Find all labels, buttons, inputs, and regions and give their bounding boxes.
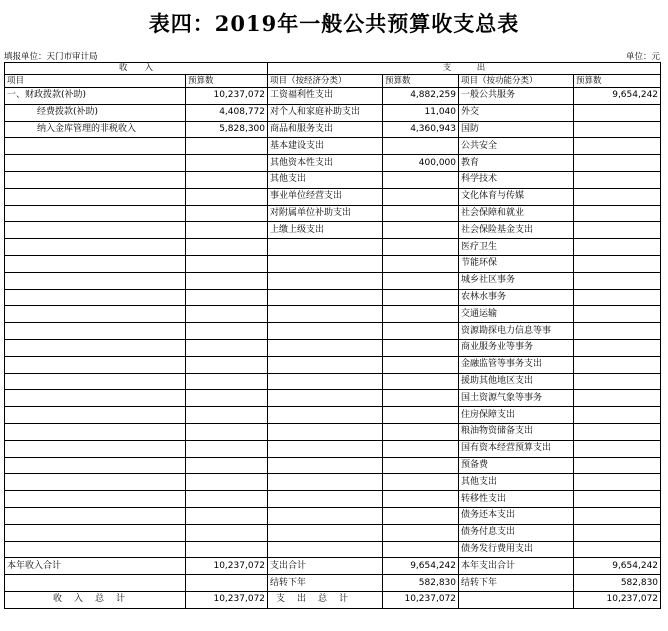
econ-budget-cell <box>383 306 459 323</box>
year-income-label: 本年收入合计 <box>5 558 186 575</box>
table-row <box>5 306 661 323</box>
func-item-cell: 金融监管等事务支出 <box>459 356 574 373</box>
econ-item-cell: 其他资本性支出 <box>268 155 383 172</box>
income-budget-cell <box>186 339 268 356</box>
econ-budget-cell <box>383 339 459 356</box>
income-grand-total-label: 收入总计 <box>5 591 186 608</box>
table-row <box>5 524 661 541</box>
income-item-cell <box>5 524 186 541</box>
econ-budget-cell <box>383 457 459 474</box>
econ-budget-cell <box>383 171 459 188</box>
econ-item-cell <box>268 407 383 424</box>
func-budget-cell <box>574 306 661 323</box>
income-item-cell <box>5 171 186 188</box>
table-row <box>5 88 661 105</box>
econ-budget-cell <box>383 440 459 457</box>
income-item-cell <box>5 507 186 524</box>
carry-over-label-func: 结转下年 <box>459 575 574 592</box>
expense-total-value: 9,654,242 <box>383 558 459 575</box>
income-item-cell <box>5 339 186 356</box>
func-budget-cell <box>574 390 661 407</box>
income-budget-cell <box>186 524 268 541</box>
income-item-cell <box>5 138 186 155</box>
income-item-cell <box>5 306 186 323</box>
table-row <box>5 507 661 524</box>
func-item-cell: 其他支出 <box>459 474 574 491</box>
income-budget-cell <box>186 440 268 457</box>
income-item-cell <box>5 222 186 239</box>
econ-item-cell <box>268 339 383 356</box>
econ-item-cell <box>268 255 383 272</box>
income-budget-cell <box>186 306 268 323</box>
income-budget-cell <box>186 407 268 424</box>
func-budget-cell <box>574 205 661 222</box>
func-item-cell: 国防 <box>459 121 574 138</box>
section-header-row <box>5 63 661 75</box>
func-item-cell: 国土资源气象等事务 <box>459 390 574 407</box>
income-item-cell <box>5 541 186 558</box>
func-budget-cell <box>574 423 661 440</box>
econ-item-cell <box>268 457 383 474</box>
econ-item-cell: 基本建设支出 <box>268 138 383 155</box>
func-budget-cell <box>574 407 661 424</box>
income-item-cell <box>5 323 186 340</box>
func-item-cell: 债务发行费用支出 <box>459 541 574 558</box>
econ-item-cell <box>268 356 383 373</box>
col-header-func-item: 项目（按功能分类） <box>459 75 574 88</box>
income-budget-cell <box>186 390 268 407</box>
income-item-cell <box>5 289 186 306</box>
func-budget-cell <box>574 507 661 524</box>
econ-item-cell: 其他支出 <box>268 171 383 188</box>
empty-cell <box>186 575 268 592</box>
income-budget-cell <box>186 423 268 440</box>
year-expense-label: 本年支出合计 <box>459 558 574 575</box>
col-header-econ-item: 项目（按经济分类） <box>268 75 383 88</box>
func-budget-cell <box>574 373 661 390</box>
func-item-cell: 资源勘探电力信息等事 <box>459 323 574 340</box>
econ-item-cell <box>268 373 383 390</box>
income-budget-cell <box>186 138 268 155</box>
econ-item-cell <box>268 507 383 524</box>
income-budget-cell: 10,237,072 <box>186 88 268 105</box>
func-item-cell: 教育 <box>459 155 574 172</box>
func-item-cell: 节能环保 <box>459 255 574 272</box>
func-item-cell: 债务还本支出 <box>459 507 574 524</box>
func-budget-cell <box>574 138 661 155</box>
econ-item-cell <box>268 390 383 407</box>
income-item-cell <box>5 491 186 508</box>
func-item-cell: 交通运输 <box>459 306 574 323</box>
column-header-row <box>5 75 661 88</box>
func-grand-total-value: 10,237,072 <box>574 591 661 608</box>
income-budget-cell <box>186 239 268 256</box>
carry-over-label: 结转下年 <box>268 575 383 592</box>
table-row <box>5 474 661 491</box>
econ-budget-cell <box>383 356 459 373</box>
func-budget-cell <box>574 440 661 457</box>
func-item-cell: 农林水事务 <box>459 289 574 306</box>
carry-over-value-func: 582,830 <box>574 575 661 592</box>
income-budget-cell <box>186 356 268 373</box>
func-item-cell: 外交 <box>459 104 574 121</box>
func-budget-cell <box>574 289 661 306</box>
table-row <box>5 289 661 306</box>
income-budget-cell <box>186 155 268 172</box>
year-expense-value: 9,654,242 <box>574 558 661 575</box>
table-row <box>5 222 661 239</box>
currency-unit: 单位：元 <box>625 52 660 62</box>
table-row <box>5 373 661 390</box>
func-budget-cell <box>574 222 661 239</box>
reporting-unit: 填报单位：天门市审计局 <box>4 52 98 62</box>
table-row <box>5 491 661 508</box>
econ-item-cell <box>268 541 383 558</box>
econ-item-cell: 事业单位经营支出 <box>268 188 383 205</box>
empty-cell <box>459 591 574 608</box>
func-item-cell: 债务付息支出 <box>459 524 574 541</box>
func-budget-cell <box>574 491 661 508</box>
econ-item-cell <box>268 289 383 306</box>
econ-budget-cell <box>383 474 459 491</box>
income-budget-cell <box>186 491 268 508</box>
income-item-cell <box>5 440 186 457</box>
econ-item-cell: 工资福利性支出 <box>268 88 383 105</box>
income-item-cell <box>5 272 186 289</box>
econ-item-cell <box>268 239 383 256</box>
income-item-cell: 一、财政拨款(补助) <box>5 88 186 105</box>
func-item-cell: 城乡社区事务 <box>459 272 574 289</box>
func-item-cell: 住房保障支出 <box>459 407 574 424</box>
income-item-cell <box>5 188 186 205</box>
table-row <box>5 121 661 138</box>
expense-total-label: 支出合计 <box>268 558 383 575</box>
table-row <box>5 272 661 289</box>
econ-item-cell: 商品和服务支出 <box>268 121 383 138</box>
col-header-func-budget: 预算数 <box>574 75 661 88</box>
grand-total-row <box>5 591 661 608</box>
econ-budget-cell <box>383 407 459 424</box>
income-budget-cell <box>186 222 268 239</box>
table-row <box>5 205 661 222</box>
income-item-cell <box>5 356 186 373</box>
econ-budget-cell <box>383 255 459 272</box>
econ-budget-cell <box>383 423 459 440</box>
econ-budget-cell <box>383 491 459 508</box>
col-header-budget: 预算数 <box>186 75 268 88</box>
func-budget-cell <box>574 474 661 491</box>
income-item-cell <box>5 423 186 440</box>
table-row <box>5 356 661 373</box>
econ-budget-cell <box>383 272 459 289</box>
income-item-cell <box>5 474 186 491</box>
econ-budget-cell: 400,000 <box>383 155 459 172</box>
econ-budget-cell <box>383 524 459 541</box>
func-item-cell: 社会保险基金支出 <box>459 222 574 239</box>
table-row <box>5 239 661 256</box>
income-budget-cell <box>186 272 268 289</box>
func-budget-cell <box>574 255 661 272</box>
econ-item-cell <box>268 524 383 541</box>
func-budget-cell <box>574 356 661 373</box>
func-budget-cell <box>574 524 661 541</box>
econ-budget-cell <box>383 390 459 407</box>
table-row <box>5 339 661 356</box>
func-item-cell: 科学技术 <box>459 171 574 188</box>
econ-budget-cell: 4,360,943 <box>383 121 459 138</box>
table-row <box>5 407 661 424</box>
table-row <box>5 440 661 457</box>
income-budget-cell <box>186 171 268 188</box>
func-item-cell: 商业服务业等事务 <box>459 339 574 356</box>
year-total-row <box>5 558 661 575</box>
func-item-cell: 转移性支出 <box>459 491 574 508</box>
table-row <box>5 188 661 205</box>
econ-item-cell <box>268 306 383 323</box>
income-budget-cell <box>186 205 268 222</box>
econ-budget-cell <box>383 222 459 239</box>
expense-section-header: 支 出 <box>268 63 661 75</box>
func-item-cell: 医疗卫生 <box>459 239 574 256</box>
income-item-cell: 经费拨款(补助) <box>5 104 186 121</box>
income-budget-cell <box>186 474 268 491</box>
func-budget-cell <box>574 239 661 256</box>
econ-budget-cell <box>383 323 459 340</box>
func-budget-cell <box>574 457 661 474</box>
income-budget-cell <box>186 289 268 306</box>
income-budget-cell <box>186 323 268 340</box>
econ-budget-cell <box>383 289 459 306</box>
func-item-cell: 国有资本经营预算支出 <box>459 440 574 457</box>
econ-budget-cell <box>383 138 459 155</box>
func-budget-cell <box>574 104 661 121</box>
table-row <box>5 390 661 407</box>
func-item-cell: 预备费 <box>459 457 574 474</box>
income-budget-cell <box>186 188 268 205</box>
econ-item-cell <box>268 423 383 440</box>
carry-over-value: 582,830 <box>383 575 459 592</box>
expense-grand-total-label: 支出总计 <box>268 591 383 608</box>
income-grand-total-value: 10,237,072 <box>186 591 268 608</box>
empty-cell <box>5 575 186 592</box>
econ-budget-cell <box>383 373 459 390</box>
func-budget-cell <box>574 188 661 205</box>
income-budget-cell <box>186 541 268 558</box>
econ-budget-cell <box>383 188 459 205</box>
income-budget-cell: 5,828,300 <box>186 121 268 138</box>
table-row <box>5 457 661 474</box>
func-item-cell: 粮油物资储备支出 <box>459 423 574 440</box>
table-row <box>5 155 661 172</box>
income-item-cell <box>5 239 186 256</box>
income-budget-cell <box>186 457 268 474</box>
econ-item-cell: 上缴上级支出 <box>268 222 383 239</box>
income-item-cell <box>5 255 186 272</box>
expense-grand-total-value: 10,237,072 <box>383 591 459 608</box>
income-budget-cell <box>186 255 268 272</box>
econ-item-cell: 对个人和家庭补助支出 <box>268 104 383 121</box>
func-budget-cell <box>574 323 661 340</box>
table-row <box>5 104 661 121</box>
func-item-cell: 援助其他地区支出 <box>459 373 574 390</box>
econ-budget-cell: 4,882,259 <box>383 88 459 105</box>
func-item-cell: 社会保障和就业 <box>459 205 574 222</box>
income-item-cell <box>5 390 186 407</box>
income-item-cell <box>5 457 186 474</box>
econ-budget-cell <box>383 205 459 222</box>
econ-item-cell <box>268 272 383 289</box>
carry-over-row <box>5 575 661 592</box>
econ-budget-cell <box>383 507 459 524</box>
income-budget-cell <box>186 507 268 524</box>
func-budget-cell <box>574 272 661 289</box>
econ-budget-cell: 11,040 <box>383 104 459 121</box>
income-item-cell <box>5 205 186 222</box>
income-budget-cell: 4,408,772 <box>186 104 268 121</box>
col-header-econ-budget: 预算数 <box>383 75 459 88</box>
func-item-cell: 公共安全 <box>459 138 574 155</box>
table-row <box>5 541 661 558</box>
income-item-cell <box>5 155 186 172</box>
income-budget-cell <box>186 373 268 390</box>
table-row <box>5 323 661 340</box>
income-section-header: 收 入 <box>5 63 268 75</box>
func-budget-cell <box>574 171 661 188</box>
func-budget-cell <box>574 155 661 172</box>
econ-item-cell <box>268 440 383 457</box>
table-row <box>5 138 661 155</box>
func-item-cell: 文化体育与传媒 <box>459 188 574 205</box>
table-row <box>5 171 661 188</box>
func-budget-cell <box>574 541 661 558</box>
func-item-cell: 一般公共服务 <box>459 88 574 105</box>
econ-budget-cell <box>383 239 459 256</box>
col-header-item: 项目 <box>5 75 186 88</box>
econ-budget-cell <box>383 541 459 558</box>
income-item-cell <box>5 373 186 390</box>
table-row <box>5 255 661 272</box>
econ-item-cell <box>268 323 383 340</box>
econ-item-cell <box>268 474 383 491</box>
func-budget-cell <box>574 339 661 356</box>
page-title: 表四：2019年一般公共预算收支总表 <box>148 11 520 36</box>
income-item-cell <box>5 407 186 424</box>
year-income-value: 10,237,072 <box>186 558 268 575</box>
econ-item-cell: 对附属单位补助支出 <box>268 205 383 222</box>
income-item-cell: 纳入金库管理的非税收入 <box>5 121 186 138</box>
econ-item-cell <box>268 491 383 508</box>
func-budget-cell: 9,654,242 <box>574 88 661 105</box>
table-row <box>5 423 661 440</box>
budget-table <box>4 62 661 609</box>
func-budget-cell <box>574 121 661 138</box>
